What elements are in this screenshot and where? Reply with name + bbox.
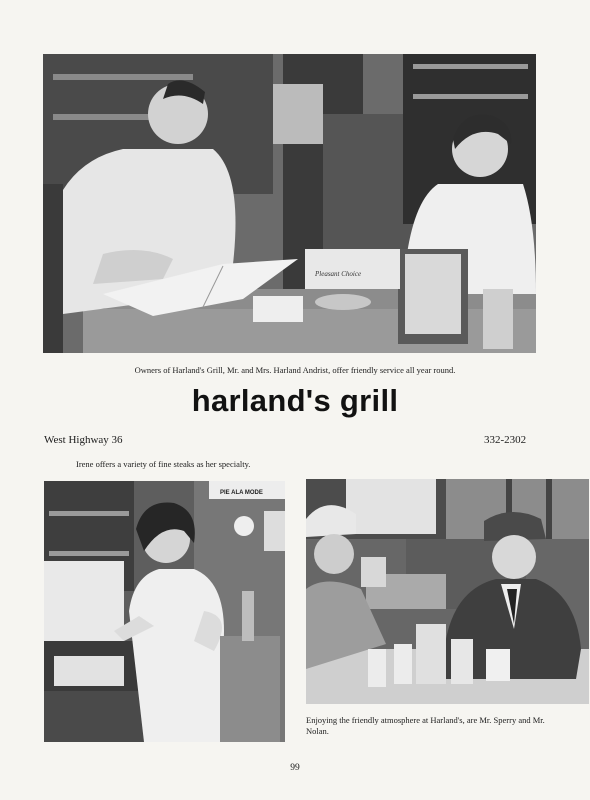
caption-sperry-nolan: Enjoying the friendly atmosphere at Harland's, are Mr. Sperry and Mr. Nolan. [306,715,545,736]
photo-sperry-and-nolan [306,479,589,704]
page-title: harland's grill [191,383,399,418]
photo-sign-menu: PIE ALA MODE [220,490,263,496]
photo-sign-ashtray-box: Pleasant Choice [315,270,362,278]
photo-owners-at-counter [43,54,536,353]
caption-owners: Owners of Harland's Grill, Mr. and Mrs. Harland Andrist, offer friendly service all year round. [134,365,456,375]
phone-number: 332-2302 [484,434,527,446]
page-number: 99 [290,763,300,773]
address: West Highway 36 [44,434,123,446]
caption-irene: Irene offers a variety of fine steaks as her specialty. [76,459,251,469]
photo-irene-at-grill [44,481,285,742]
